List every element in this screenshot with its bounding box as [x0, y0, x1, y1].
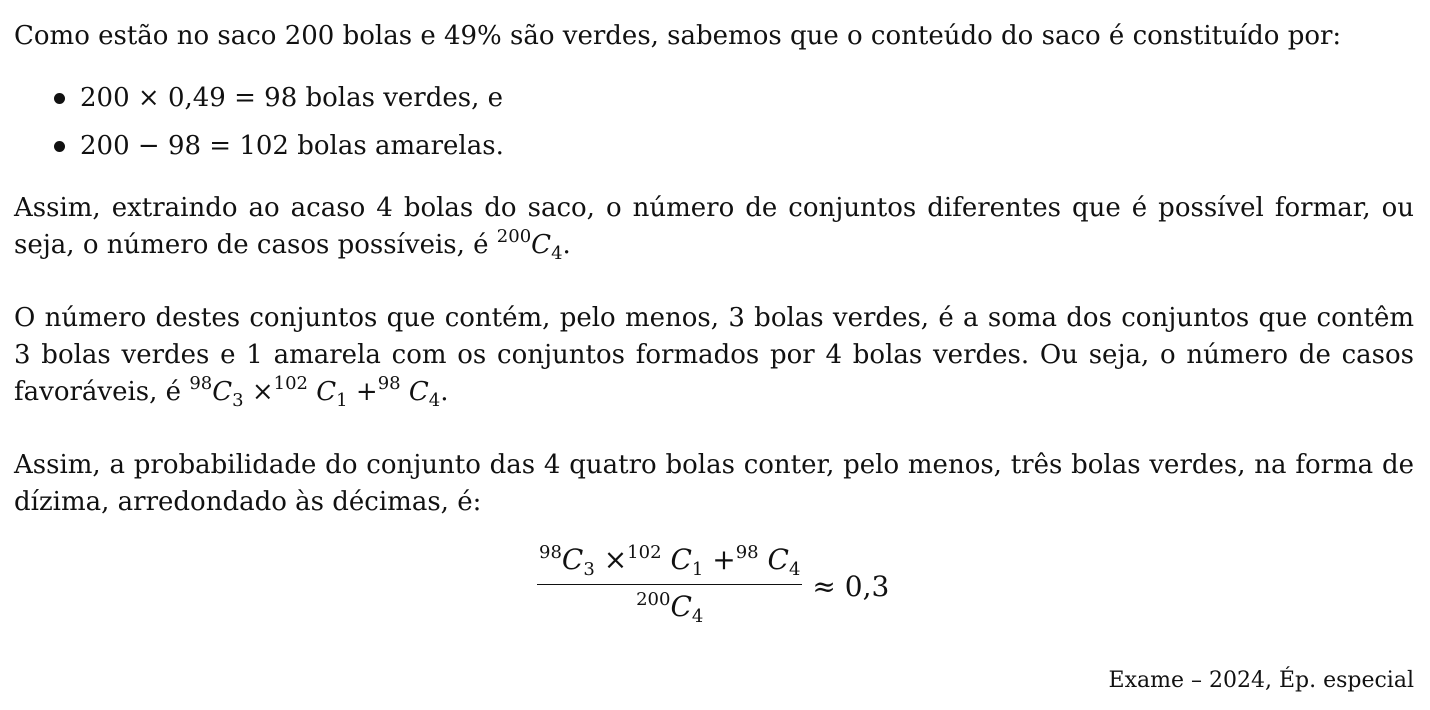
favorable-cases-expression: $^{98}C_3 \times^{102}$ $C_1 +^{98}$ $C_4$. — [189, 373, 449, 411]
fraction-denominator: $^{200}C_4$ — [636, 589, 704, 627]
possible-cases-expression: $^{200}C_4$. — [496, 226, 571, 264]
formula-result: ≈ 0,3 — [812, 570, 890, 603]
list-item: 200 − 98 = 102 bolas amarelas. — [14, 126, 504, 174]
possible-cases-paragraph — [14, 190, 1414, 264]
intro-paragraph: Como estão no saco 200 bolas e 49% são verdes, sabemos que o conteúdo do saco é constituído por: — [14, 21, 1342, 51]
favorable-cases-text: O número destes conjuntos que contém, pelo menos, 3 bolas verdes, é a soma dos conjuntos que contêm 3 bolas verdes e 1 amarela com os conjuntos formados por 4 bolas verdes. Ou seja, o número de casos favoráveis, é — [14, 303, 1414, 407]
probability-formula — [537, 540, 889, 625]
favorable-cases-paragraph — [14, 300, 1414, 411]
list-item: 200 × 0,49 = 98 bolas verdes, e — [14, 78, 504, 126]
bullet-list — [14, 78, 504, 174]
source-citation: Exame – 2024, Ép. especial — [1108, 668, 1414, 693]
possible-cases-text: Assim, extraindo ao acaso 4 bolas do saco, o número de conjuntos diferentes que é possível formar, ou seja, o número de casos possíveis, é — [14, 193, 1414, 260]
probability-fraction — [537, 540, 802, 625]
fraction-numerator: $^{98}C_3 \times^{102}$ $C_1 +^{98}$ $C_4$ — [537, 540, 802, 585]
probability-paragraph: Assim, a probabilidade do conjunto das 4 quatro bolas conter, pelo menos, três bolas verdes, na forma de dízima, arredondado às décimas, é: — [14, 450, 1414, 517]
